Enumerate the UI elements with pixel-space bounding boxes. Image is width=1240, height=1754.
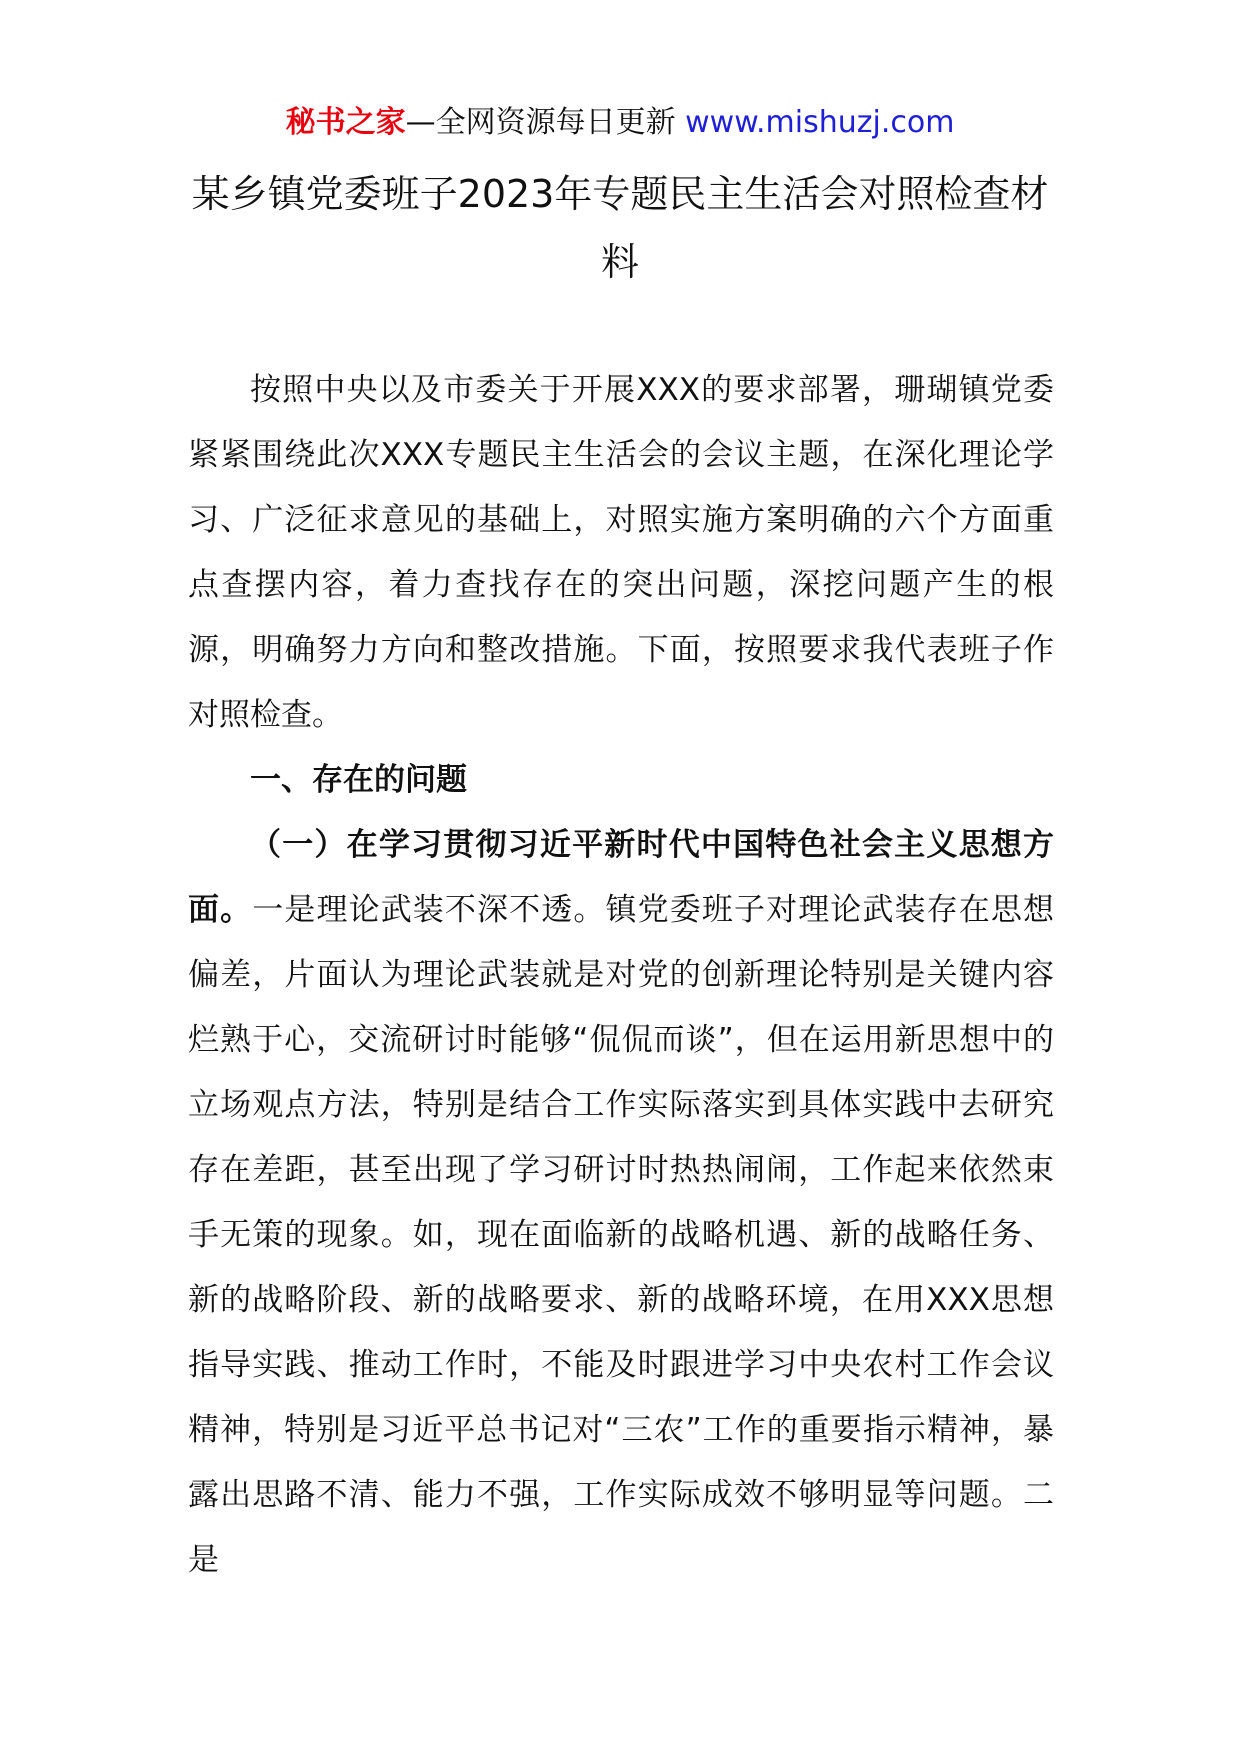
watermark-url[interactable]: www.mishuzj.com	[685, 105, 955, 140]
subsection-text: 一是理论武装不深不透。镇党委班子对理论武装存在思想偏差，片面认为理论武装就是对党的创新理论特别是关键内容烂熟于心，交流研讨时能够“侃侃而谈”，但在运用新思想中的立场观点方法，特别是结合工作实际落实到具体实践中去研究存在差距，甚至出现了学习研讨时热热闹闹，工作起来依然束手无策的现象。如，现在面临新的战略机遇、新的战略任务、新的战略阶段、新的战略要求、新的战略环境，在用XXX思想指导实践、推动工作时，不能及时跟进学习中央农村工作会议精神，特别是习近平总书记对“三农”工作的重要指示精神，暴露出思路不清、能力不强，工作实际成效不够明显等问题。二是	[188, 892, 1055, 1578]
subsection-paragraph	[188, 813, 1054, 1593]
site-watermark	[0, 100, 1240, 146]
subsection-heading: （一）在学习贯彻习近平新时代中国特色社会主义思想方面。	[188, 827, 1054, 928]
watermark-brand: 秘书之家	[285, 105, 406, 140]
intro-paragraph: 按照中央以及市委关于开展XXX的要求部署，珊瑚镇党委紧紧围绕此次XXX专题民主生活会的会议主题，在深化理论学习、广泛征求意见的基础上，对照实施方案明确的六个方面重点查摆内容，着力查找存在的突出问题，深挖问题产生的根源，明确努力方向和整改措施。下面，按照要求我代表班子作对照检查。	[188, 372, 1054, 733]
watermark-tagline: —全网资源每日更新	[405, 105, 676, 140]
document-title: 某乡镇党委班子2023年专题民主生活会对照检查材料	[191, 172, 1049, 284]
section-heading: 一、存在的问题	[250, 762, 467, 798]
document-body	[188, 358, 1054, 1593]
